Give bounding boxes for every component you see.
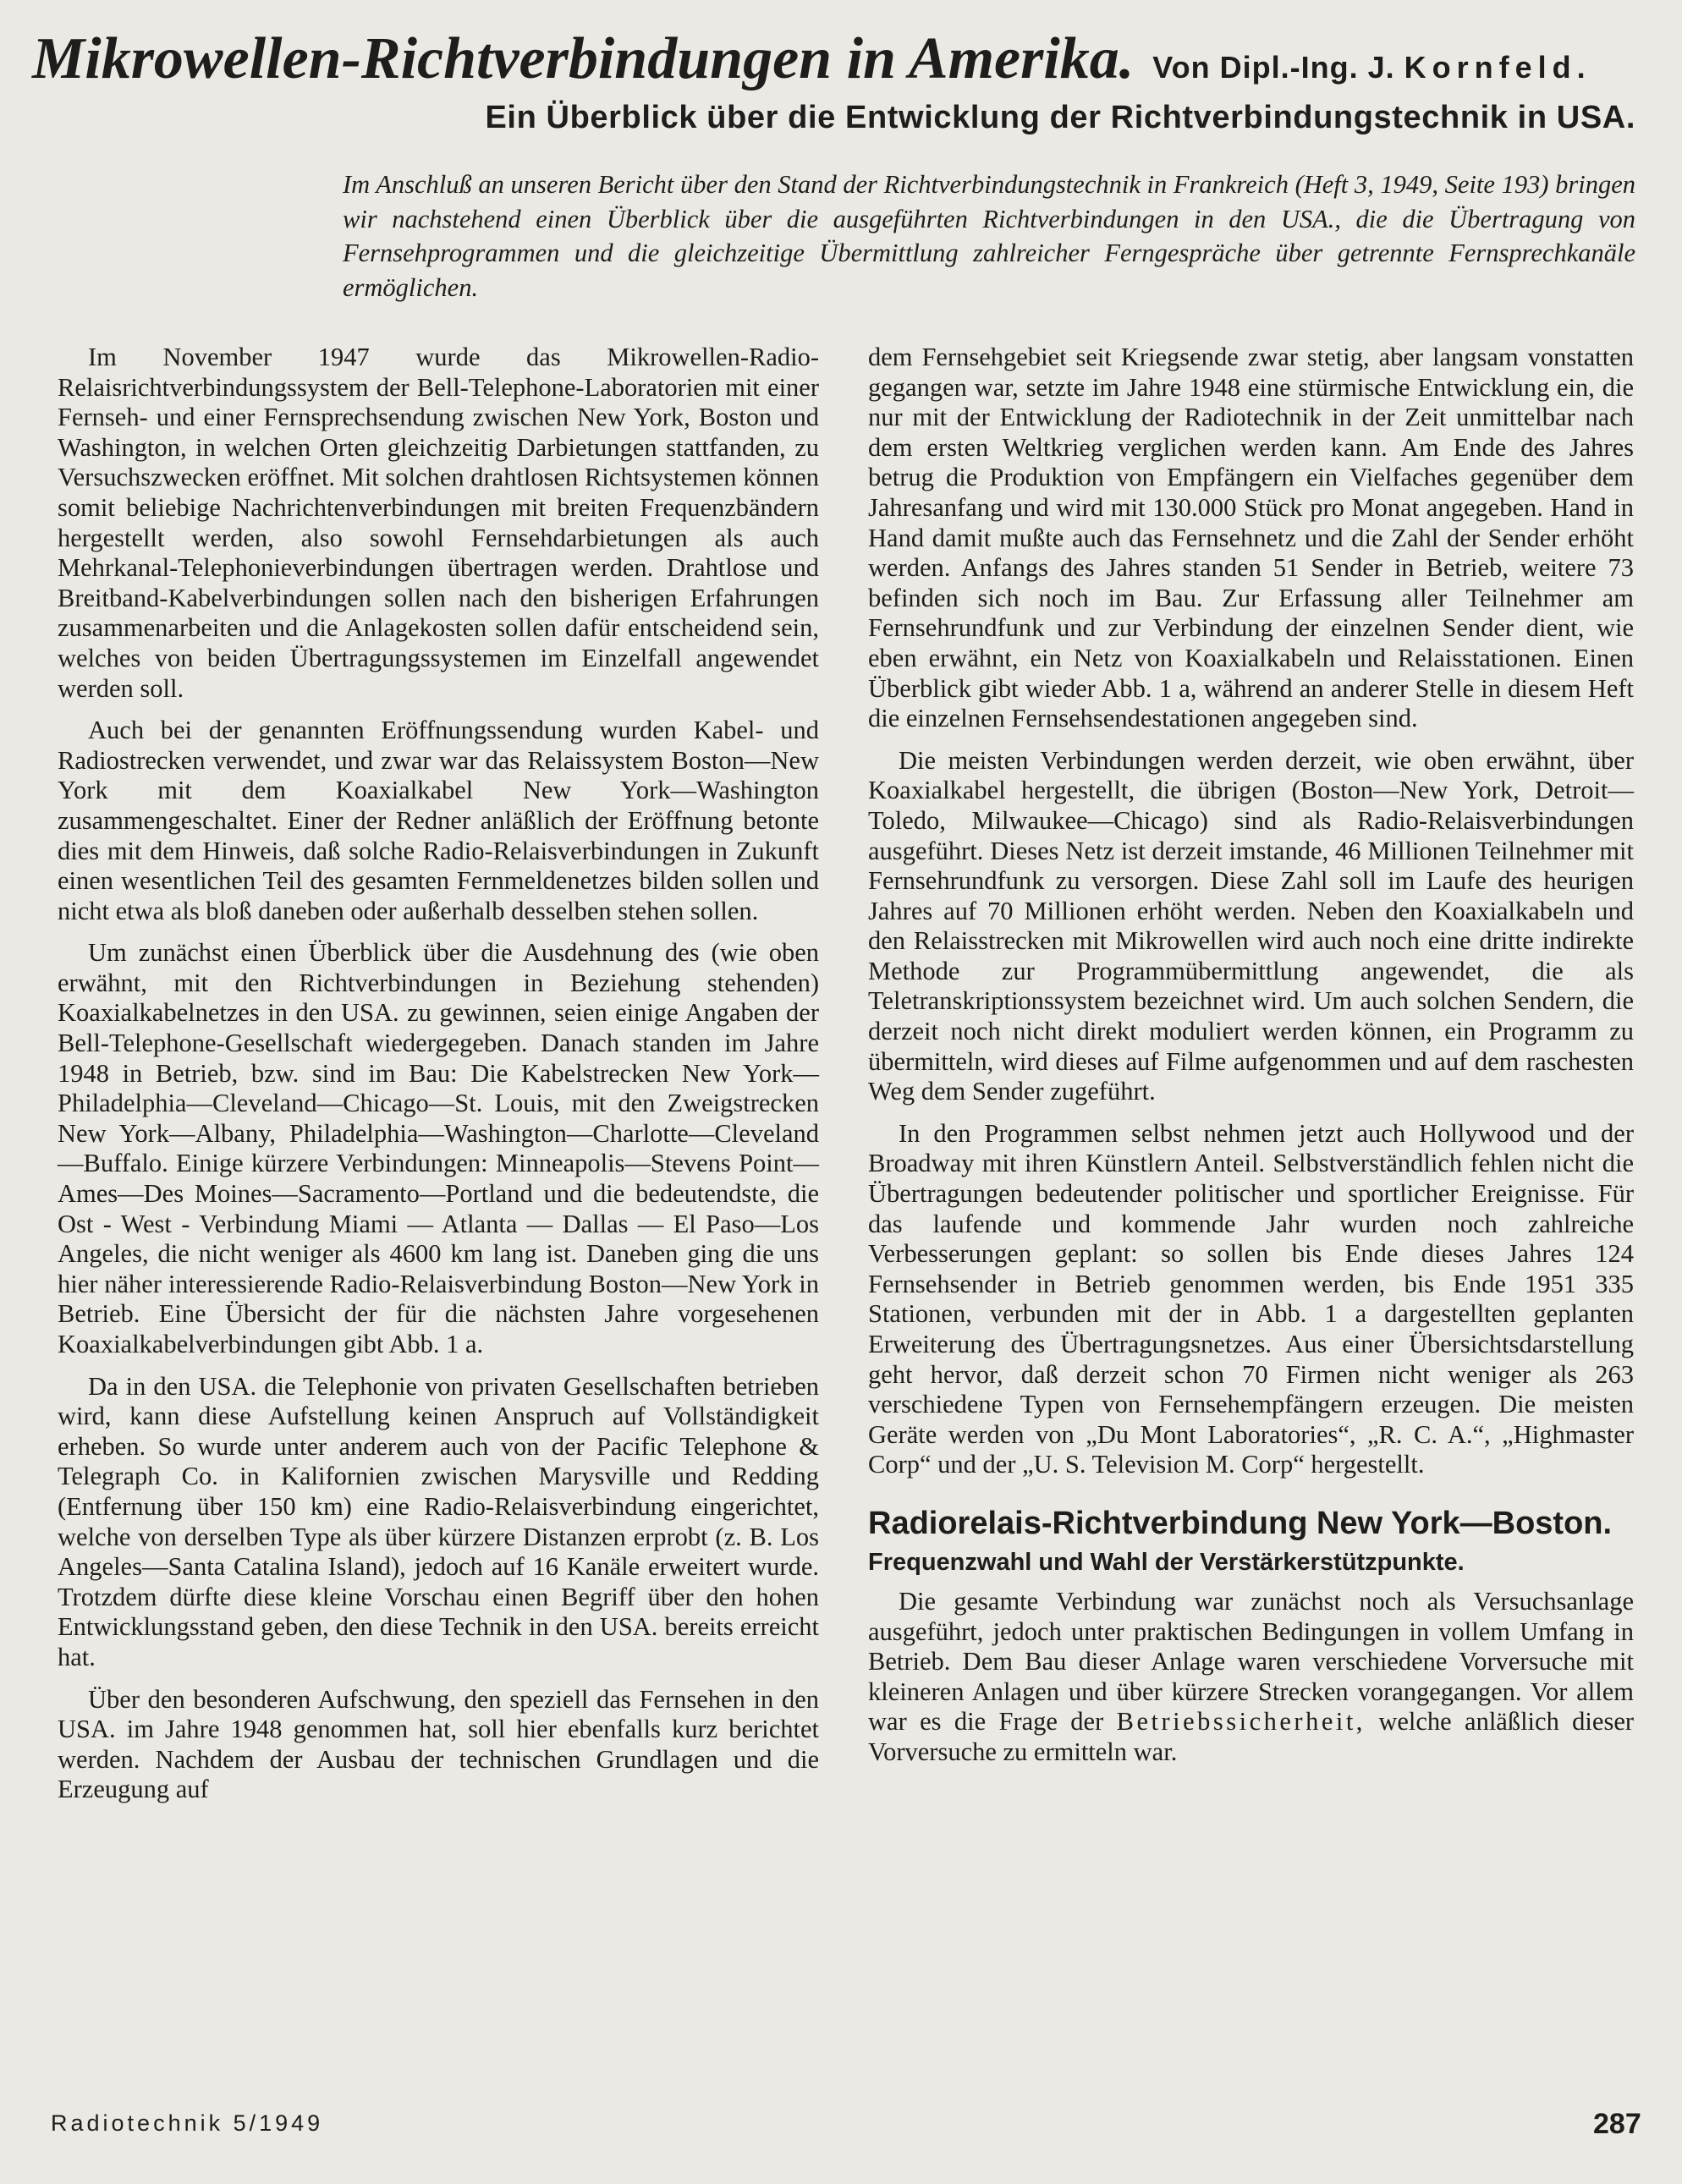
section-text-after: welche anläßlich dieser Vorversuche zu ermitteln war. bbox=[868, 1707, 1635, 1766]
paragraph: Da in den USA. die Telephonie von privaten Gesellschaften betrieben wird, kann diese Aufstellung keinen Anspruch auf Vollständigkeit erheben. So wurde unter anderem auch von der Pacific Telephone & Telegraph Co. in Kalifornien zwischen Marysville und Redding (Entfernung über 150 km) eine Radio-Relaisverbindung eingerichtet, welche von derselben Type als über kürzere Distanzen erprobt (z. B. Los Angeles—Santa Catalina Island), jedoch auf 16 Kanäle erweitert wurde. Trotzdem dürfte diese kleine Vorschau einen Begriff über den hohen Entwicklungsstand geben, den diese Technik in den USA. bereits erreicht hat. bbox=[58, 1371, 819, 1671]
article-title: Mikrowellen-Richtverbindungen in Amerika. bbox=[32, 26, 1135, 91]
article-header bbox=[32, 25, 1640, 93]
article-subtitle: Ein Überblick über die Entwicklung der Richtverbindungstechnik in USA. bbox=[485, 100, 1635, 135]
journal-reference: Radiotechnik 5/1949 bbox=[51, 2110, 324, 2136]
right-column bbox=[868, 343, 1634, 1780]
left-column bbox=[58, 343, 819, 1817]
paragraph: In den Programmen selbst nehmen jetzt auch Hollywood und der Broadway mit ihren Künstlern Anteil. Selbstverständlich fehlen nicht die Übertragungen bedeutender politischer und sportlicher Ereignisse. Für das laufende und kommende Jahr wurden noch zahlreiche Verbesserungen geplant: so sollen bis Ende dieses Jahres 124 Fernsehsender in Betrieb genommen werden, bis Ende 1951 335 Stationen, verbunden mit der in Abb. 1 a dargestellten geplanten Erweiterung des Übertragungsnetzes. Aus einer Übersichtsdarstellung geht hervor, daß derzeit schon 70 Firmen nicht weniger als 263 verschiedene Typen von Fernsehempfängern erzeugen. Die meisten Geräte werden von „Du Mont Laboratories“, „R. C. A.“, „Highmaster Corp“ und der „U. S. Television M. Corp“ hergestellt. bbox=[868, 1118, 1634, 1479]
section-text-emphasis: Betriebssicherheit, bbox=[1116, 1707, 1366, 1737]
paragraph: Auch bei der genannten Eröffnungssendung wurden Kabel- und Radiostrecken verwendet, und zwar war das Relaissystem Boston—New York mit dem Koaxialkabel New York—Washington zusammengeschaltet. Einer der Redner anläßlich der Eröffnung betonte dies mit dem Hinweis, daß solche Radio-Relaisverbindungen in Zukunft einen wesentlichen Teil des gesamten Fernmeldenetzes bilden sollen und nicht etwa als bloß daneben oder außerhalb desselben stehen sollen. bbox=[58, 716, 819, 925]
section-subheading: Frequenzwahl und Wahl der Verstärkerstützpunkte. bbox=[868, 1548, 1465, 1576]
section-heading: Radiorelais-Richtverbindung New York—Boston. bbox=[868, 1505, 1613, 1541]
section-text-before: Die gesamte Verbindung war zunächst noch als Versuchsanlage ausgeführt, jedoch unter praktischen Bedingungen in vollem Umfang in Betrieb. Dem Bau dieser Anlage waren verschiedene Vorversuche mit kleineren Anlagen und über kürzere Strecken vorangegangen. Vor allem war es die Frage der bbox=[868, 1586, 1634, 1737]
article-intro: Im Anschluß an unseren Bericht über den Stand der Richtverbindungstechnik in Frankreich (Heft 3, 1949, Seite 193) bringen wir nachstehend einen Überblick über die ausgeführten Richtverbindungen in den USA., die die Übertragung von Fernsehprogrammen und die gleichzeitige Übermittlung zahlreicher Ferngespräche über getrennte Fernsprechkanäle ermöglichen. bbox=[343, 170, 1635, 302]
paragraph: Um zunächst einen Überblick über die Ausdehnung des (wie oben erwähnt, mit den Richtverbindungen in Beziehung stehenden) Koaxialkabelnetzes in den USA. zu gewinnen, seien einige Angaben der Bell-Telephone-Gesellschaft wiedergegeben. Danach standen im Jahre 1948 in Betrieb, bzw. sind im Bau: Die Kabelstrecken New York—Philadelphia—Cleveland—Chicago—St. Louis, mit den Zweigstrecken New York—Albany, Philadelphia—Washington—Charlotte—Cleveland—Buffalo. Einige kürzere Verbindungen: Minneapolis—Stevens Point—Ames—Des Moines—Sacramento—Portland und die bedeutendste, die Ost - West - Verbindung Miami — Atlanta — Dallas — El Paso—Los Angeles, die nicht weniger als 4600 km lang ist. Daneben ging die uns hier näher interessierende Radio-Relaisverbindung Boston—New York in Betrieb. Eine Übersicht der für die nächsten Jahre vorgesehenen Koaxialkabelverbindungen gibt Abb. 1 a. bbox=[58, 938, 819, 1358]
section-paragraph bbox=[868, 1587, 1634, 1768]
author-name: Kornfeld. bbox=[1404, 50, 1591, 85]
author-byline bbox=[1152, 50, 1591, 85]
paragraph: Die meisten Verbindungen werden derzeit, wie oben erwähnt, über Koaxialkabel hergestellt, die übrigen (Boston—New York, Detroit—Toledo, Milwaukee—Chicago) sind als Radio-Relaisverbindungen ausgeführt. Dieses Netz ist derzeit imstande, 46 Millionen Teilnehmer mit Fernsehrundfunk zu versorgen. Diese Zahl soll im Laufe des heurigen Jahres auf 70 Millionen erhöht werden. Neben den Koaxialkabeln und den Relaisstrecken mit Mikrowellen wird auch noch eine dritte indirekte Methode zur Programmübermittlung angewendet, die als Teletranskriptionssystem bezeichnet wird. Um auch solchen Sendern, die derzeit noch nicht direkt moduliert werden können, ein Programm zu übermitteln, wird dieses auf Filme aufgenommen und auf dem raschesten Weg dem Sender zugeführt. bbox=[868, 745, 1634, 1106]
paragraph: dem Fernsehgebiet seit Kriegsende zwar stetig, aber langsam vonstatten gegangen war, setzte im Jahre 1948 eine stürmische Entwicklung ein, die nur mit der Entwicklung der Radiotechnik in der Zeit unmittelbar nach dem ersten Weltkrieg verglichen werden kann. Am Ende des Jahres betrug die Produktion von Empfängern ein Vielfaches gegenüber dem Jahresanfang und wird mit 130.000 Stück pro Monat angegeben. Hand in Hand damit mußte auch das Fernsehnetz und die Zahl der Sender erhöht werden. Anfangs des Jahres standen 51 Sender in Betrieb, weitere 73 befinden sich noch im Bau. Zur Erfassung aller Teilnehmer am Fernsehrundfunk und zur Verbindung der einzelnen Sender dient, wie eben erwähnt, ein Netz von Koaxialkabeln und Relaisstationen. Einen Überblick gibt wieder Abb. 1 a, während an anderer Stelle in diesem Heft die einzelnen Fernsehsendestationen angegeben sind. bbox=[868, 343, 1634, 733]
byline-prefix: Von Dipl.-Ing. J. bbox=[1152, 50, 1395, 85]
paragraph: Über den besonderen Aufschwung, den speziell das Fernsehen in den USA. im Jahre 1948 genommen hat, soll hier ebenfalls kurz berichtet werden. Nachdem der Ausbau der technischen Grundlagen und die Erzeugung auf bbox=[58, 1684, 819, 1804]
page-number: 287 bbox=[1593, 2108, 1641, 2140]
paragraph: Im November 1947 wurde das Mikrowellen-Radio-Relaisrichtverbindungssystem der Bell-Telephone-Laboratorien mit einer Fernseh- und einer Fernsprechsendung zwischen New York, Boston und Washington, in welchen Orten gleichzeitig Darbietungen stattfanden, zu Versuchszwecken eröffnet. Mit solchen drahtlosen Richtsystemen können somit beliebige Nachrichtenverbindungen mit breiten Frequenzbändern hergestellt werden, also sowohl Fernsehdarbietungen als auch Mehrkanal-Telephonieverbindungen übertragen werden. Drahtlose und Breitband-Kabelverbindungen sollen nach den bisherigen Erfahrungen zusammenarbeiten und die Anlagekosten sollen dafür entscheidend sein, welches von beiden Übertragungssystemen im Einzelfall angewendet werden soll. bbox=[58, 343, 819, 703]
